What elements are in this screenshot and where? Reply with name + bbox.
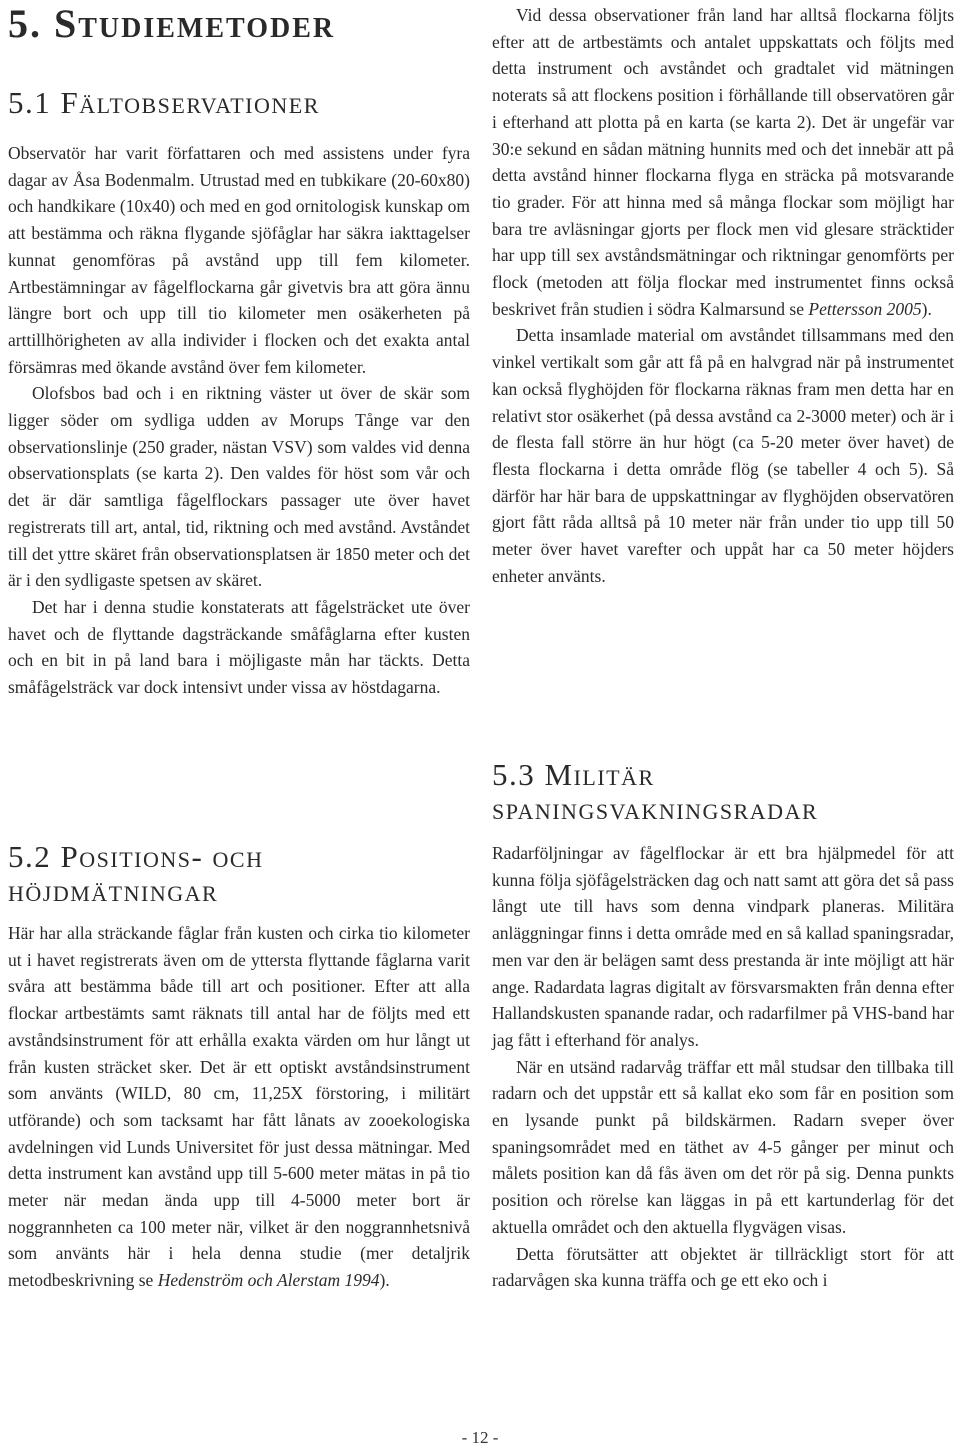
section-5-3-body (492, 840, 954, 1294)
section-5-1-heading: 5.1 Fältobservationer (8, 85, 320, 120)
citation: Hedenström och Alerstam 1994 (157, 1270, 380, 1291)
chapter-title: 5. Studiemetoder (8, 1, 336, 46)
paragraph: När en utsänd radarvåg träffar ett mål studsar den tillbaka till radarn och det uppstår ett så kallat eko som får en position som en lysande punkt på bildskärmen. Radarn sveper över spaningsområdet med en täthet av 4-5 gånger per minut och målets position kan då fås även om det rör på sig. Denna punkts position och rörelse kan läggas in på ett kartunderlag för det aktuella området och den aktuella flygvägen visas. (492, 1056, 954, 1237)
paragraph (8, 920, 470, 1294)
paragraph: Detta insamlade material om avståndet tillsammans med den vinkel vertikalt som går att få på en halvgrad när på instrumentet kan också flyghöjden för flockarna räknas fram men detta har en relativt stor osäkerhet (på dessa avstånd ca 2-3000 meter) och är i de flesta fall större än hur högt (ca 5-20 meter över havet) de flesta flockarna i detta område flög (se tabeller 4 och 5). Så därför har här bara de uppskattningar av flyghöjden observatören gjort fått råda alltså på 10 meter när från under tio upp till 50 meter över havet varefter och uppåt har ca 50 meter höjders enheter använts. (492, 325, 954, 586)
paragraph: Olofsbos bad och i en riktning väster ut över de skär som ligger söder om sydliga udden av Morups Tånge var den observationslinje (250 grader, nästan VSV) som valdes vid denna observationsplats (se karta 2). Den valdes för höst som vår och det är där samtliga fågelflockars passager ute över havet registrerats till art, antal, tid, riktning och med avstånd. Avståndet till det yttre skäret från observationsplatsen är 1850 meter och det är i den sydligaste spetsen av skäret. (8, 383, 470, 591)
section-5-2-body (8, 920, 470, 1294)
section-5-3-heading: 5.3 Militär spaningsvakningsradar (492, 757, 819, 826)
paragraph (492, 2, 954, 322)
section-5-2-heading: 5.2 Positions- och höjdmätningar (8, 839, 264, 908)
paragraph: Observatör har varit författaren och med assistens under fyra dagar av Åsa Bodenmalm. Utrustad med en tubkikare (20-60x80) och handkikare (10x40) och med en god ornitologisk kunskap om att bestämma och räkna flygande sjöfåglar har säkra iakttagelser kunnat genomföras på avstånd upp till fem kilometer. Artbestämningar av fågelflockarna går givetvis bra att göra ännu längre bort och upp till tio kilometer men osäkerheten på arttillhörigheten av alla individer i flocken och det exakta antal försämras med ökande avstånd över fem kilometer. (8, 143, 470, 377)
paragraph: Radarföljningar av fågelflockar är ett bra hjälpmedel för att kunna följa sjöfågelsträcken dag och natt samt att göra det så pass långt ute till havs som denna vindpark planeras. Militära anläggningar finns i detta område med en så kallad spaningsradar, men var den är belägen samt dess prestanda är inte möjligt att här ange. Radardata lagras digitalt av försvarsmakten från denna efter Hallandskusten spanande radar, och radarfilmer på VHS-band har jag fått i efterhand för analys. (492, 843, 954, 1050)
section-5-2-continued (492, 2, 954, 589)
paragraph: Det har i denna studie konstaterats att fågelsträcket ute över havet och de flyttande dagsträckande småfåglarna efter kusten och en bit in på land bara i möjligaste mån har täckts. Detta småfågelsträck var dock intensivt under vissa av höstdagarna. (8, 596, 470, 698)
citation: Pettersson 2005 (808, 298, 922, 319)
section-5-1-body (8, 140, 470, 701)
page-number: - 12 - (461, 1428, 499, 1447)
paragraph-text: Vid dessa observationer från land har alltså flockarna följts efter att de artbestämts och antalet uppskattats och följts med detta instrument och avståndet och gradtalet vid mätningen noterats så att flockens position i förhållande till observatören går i efterhand att plotta på en karta (se karta 2). Det är ungefär var 30:e sekund en sådan mätning hunnits med och det innebär att på detta avstånd hinner flockarna flyga en sträcka på motsvarande tio grader. För att hinna med så många flockar som möjligt har bara tre avläsningar gjorts per flock men vid glesare sträcktider har upp till sex avståndsmätningar och riktningar genomförts per flock (metoden att följa flockar med instrumentet finns också beskrivet från studien i södra Kalmarsund se (492, 5, 954, 319)
paragraph-end: ). (921, 298, 932, 319)
paragraph-text: Här har alla sträckande fåglar från kusten och cirka tio kilometer ut i havet registrerats även om de yttersta flyttande fåglarna varit svåra att bestämma både till art och positioner. Efter att alla flockar artbestämts samt räknats till antal har de följts med ett avståndsinstrument för att erhålla exakta värden om hur långt ut från kusten sträcket sker. Det är ett optiskt avståndsinstrument som använts (WILD, 80 cm, 11,25X förstoring, i militärt utförande) och som tacksamt har fått lånats av zooekologiska avdelningen vid Lunds Universitet för just dessa mätningar. Med detta instrument kan avstånd upp till 5-600 meter mätas in på tio meter när medan ända upp till 4-5000 meter bort är noggrannheten ca 100 meter när, vilket är den noggrannhetsnivå som använts här i hela denna studie (mer detaljrik metodbeskrivning se (8, 923, 470, 1291)
paragraph: Detta förutsätter att objektet är tillräckligt stort för att radarvågen ska kunna träffa och ge ett eko och i (492, 1243, 954, 1291)
paragraph-end: ). (379, 1270, 390, 1291)
